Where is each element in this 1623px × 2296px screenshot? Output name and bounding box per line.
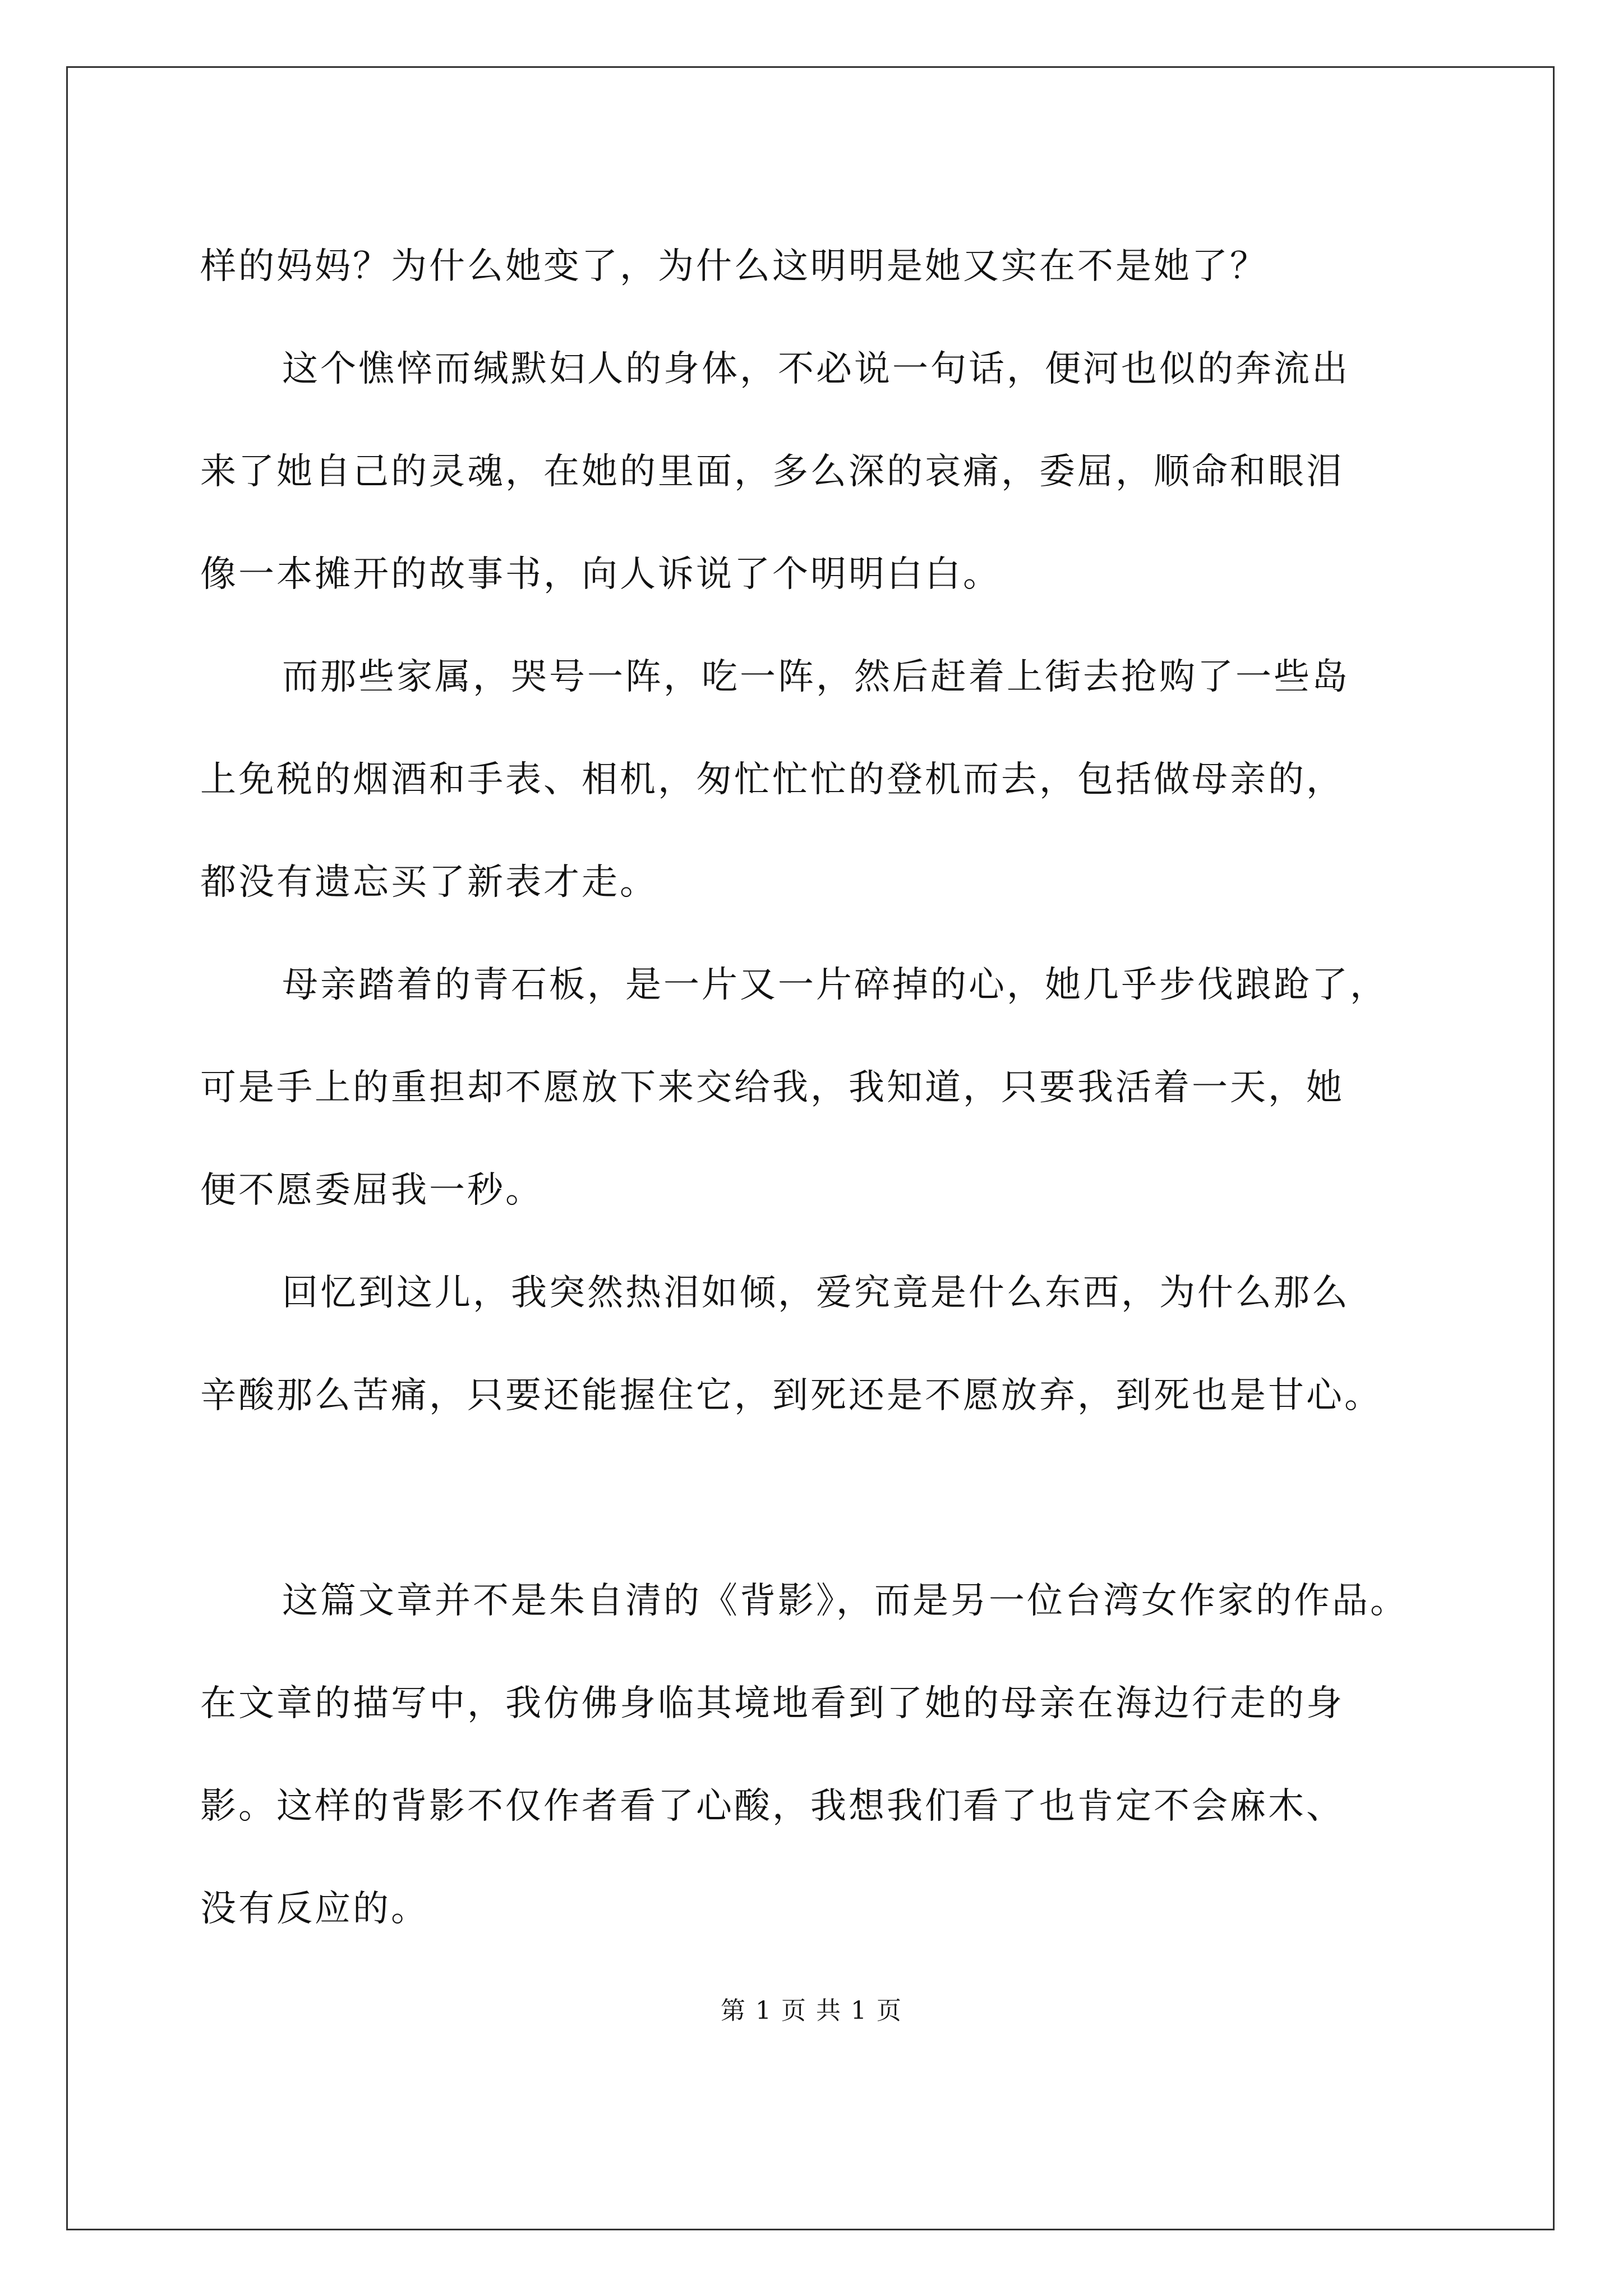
text-line: 这个憔悴而缄默妇人的身体，不必说一句话，便河也似的奔流出	[282, 348, 1350, 390]
text-line: 上免税的烟酒和手表、相机，匆忙忙忙的登机而去，包括做母亲的，	[200, 759, 1344, 800]
text-line: 而那些家属，哭号一阵，吃一阵，然后赶着上街去抢购了一些岛	[282, 656, 1350, 698]
page-number-footer: 第 1 页 共 1 页	[721, 1996, 902, 2025]
text-line: 便不愿委屈我一秒。	[200, 1170, 543, 1211]
text-line: 回忆到这儿，我突然热泪如倾，爱究竟是什么东西，为什么那么	[282, 1272, 1350, 1314]
paragraph-5	[200, 1242, 1434, 1447]
document-body	[200, 215, 1434, 1961]
paragraph-4	[200, 934, 1434, 1242]
paragraph-6	[200, 1550, 1434, 1961]
paragraph-1	[200, 215, 1434, 318]
text-line: 母亲踏着的青石板，是一片又一片碎掉的心，她几乎步伐踉跄了，	[282, 964, 1388, 1006]
paragraph-2	[200, 318, 1434, 626]
text-line: 都没有遗忘买了新表才走。	[200, 862, 658, 903]
text-line: 辛酸那么苦痛，只要还能握住它，到死还是不愿放弃，到死也是甘心。	[200, 1375, 1382, 1416]
text-line: 没有反应的。	[200, 1888, 429, 1930]
text-line: 可是手上的重担却不愿放下来交给我，我知道，只要我活着一天，她	[200, 1067, 1344, 1108]
text-line: 样的妈妈？为什么她变了，为什么这明明是她又实在不是她了？	[200, 246, 1268, 287]
text-line: 在文章的描写中，我仿佛身临其境地看到了她的母亲在海边行走的身	[200, 1683, 1344, 1724]
text-line: 来了她自己的灵魂，在她的里面，多么深的哀痛，委屈，顺命和眼泪	[200, 451, 1344, 493]
text-line: 影。这样的背影不仅作者看了心酸，我想我们看了也肯定不会麻木、	[200, 1786, 1344, 1827]
text-line: 像一本摊开的故事书，向人诉说了个明明白白。	[200, 554, 1001, 595]
text-line: 这篇文章并不是朱自清的《背影》，而是另一位台湾女作家的作品。	[282, 1580, 1408, 1622]
paragraph-3	[200, 626, 1434, 934]
